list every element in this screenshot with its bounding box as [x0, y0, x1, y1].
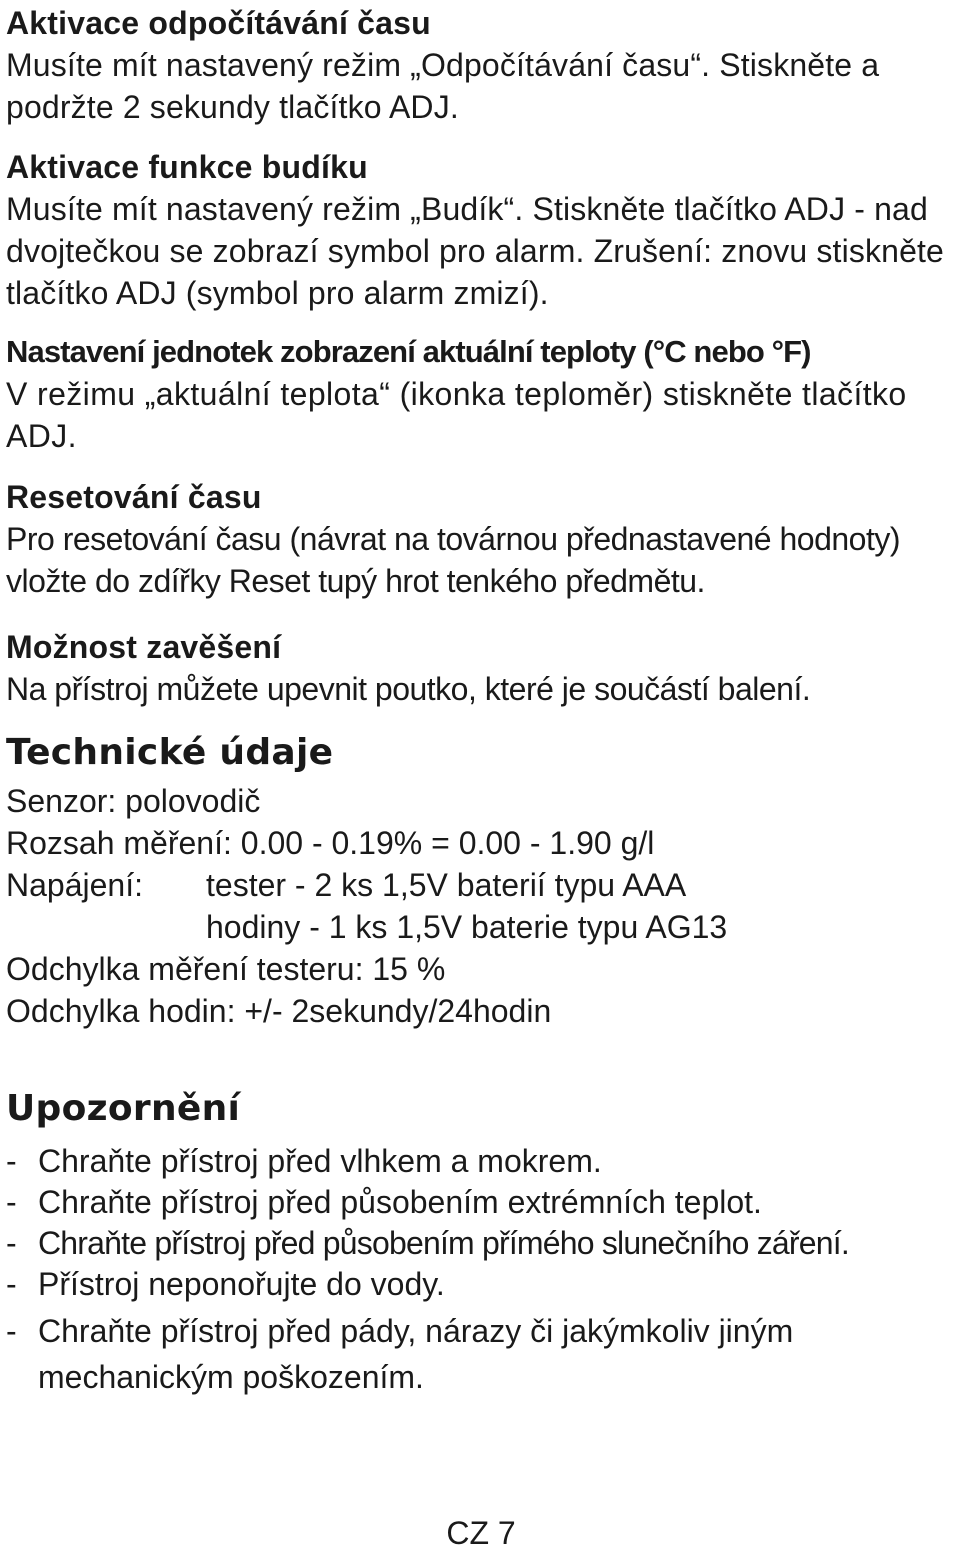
- warning-item: [6, 1261, 958, 1307]
- heading-hanging: Možnost zavěšení: [6, 629, 282, 665]
- warning-item: [6, 1220, 958, 1266]
- section-warnings: [6, 1086, 958, 1416]
- heading-technical: Technické údaje: [6, 732, 334, 773]
- warning-item: [6, 1308, 958, 1400]
- warning-text: Chraňte přístroj před působením extrémních teplot.: [38, 1184, 762, 1220]
- tech-power: [6, 864, 956, 906]
- text-hanging: Na přístroj můžete upevnit poutko, které je součástí balení.: [6, 671, 811, 707]
- warning-item: [6, 1138, 958, 1184]
- heading-reset: Resetování času: [6, 479, 262, 515]
- tech-range: Rozsah měření: 0.00 - 0.19% = 0.00 - 1.90 g/l: [6, 825, 655, 861]
- warning-dash: -: [6, 1225, 17, 1261]
- warning-dash: -: [6, 1143, 17, 1179]
- warning-item: [6, 1179, 958, 1225]
- warning-dash: -: [6, 1313, 17, 1349]
- page-number-label: CZ 7: [446, 1515, 516, 1551]
- tech-deviation-tester: Odchylka měření testeru: 15 %: [6, 951, 446, 987]
- text-units: V režimu „aktuální teplota“ (ikonka teploměr) stiskněte tlačítko ADJ.: [6, 376, 907, 454]
- tech-power-clock: hodiny - 1 ks 1,5V baterie typu AG13: [206, 909, 728, 945]
- section-alarm: [6, 146, 958, 314]
- section-hanging: [6, 626, 958, 710]
- section-countdown: [6, 2, 958, 128]
- heading-countdown: Aktivace odpočítávání času: [6, 5, 431, 41]
- tech-sensor: Senzor: polovodič: [6, 783, 261, 819]
- warning-text: Chraňte přístroj před pády, nárazy či jakýmkoliv jiným mechanickým poškozením.: [38, 1313, 794, 1395]
- tech-deviation-clock: Odchylka hodin: +/- 2sekundy/24hodin: [6, 993, 552, 1029]
- page-number: [0, 1512, 960, 1554]
- warning-dash: -: [6, 1266, 17, 1302]
- tech-power-tester: tester - 2 ks 1,5V baterií typu AAA: [206, 867, 687, 903]
- heading-warnings: Upozornění: [6, 1088, 241, 1129]
- warning-text: Chraňte přístroj před vlhkem a mokrem.: [38, 1143, 602, 1179]
- section-units: [6, 331, 958, 457]
- text-reset: Pro resetování času (návrat na továrnou přednastavené hodnoty) vložte do zdířky Reset tupý hrot tenkého předmětu.: [6, 521, 901, 599]
- text-countdown: Musíte mít nastavený režim „Odpočítávání času“. Stiskněte a podržte 2 sekundy tlačítko ADJ.: [6, 47, 880, 125]
- text-alarm: Musíte mít nastavený režim „Budík“. Stiskněte tlačítko ADJ - nad dvojtečkou se zobrazí symbol pro alarm. Zrušení: znovu stiskněte tlačítko ADJ (symbol pro alarm zmizí).: [6, 191, 945, 311]
- warning-dash: -: [6, 1184, 17, 1220]
- tech-power-label: Napájení:: [6, 867, 143, 903]
- warning-text: Chraňte přístroj před působením přímého slunečního záření.: [38, 1225, 849, 1261]
- section-reset: [6, 476, 958, 602]
- heading-units: Nastavení jednotek zobrazení aktuální teploty (°C nebo °F): [6, 334, 811, 369]
- warning-text: Přístroj neponořujte do vody.: [38, 1266, 445, 1302]
- section-technical: [6, 730, 958, 1050]
- heading-alarm: Aktivace funkce budíku: [6, 149, 368, 185]
